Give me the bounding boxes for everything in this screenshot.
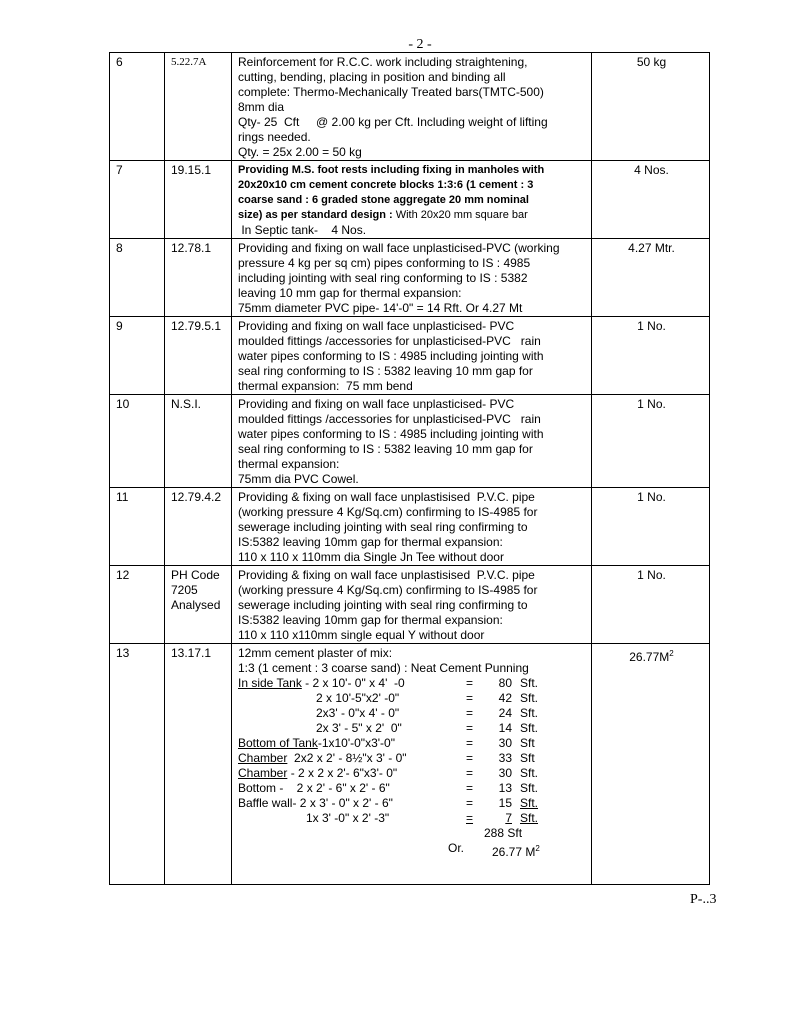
total-sft: 288 Sft [484, 826, 523, 840]
measurement-line [238, 766, 587, 781]
measurement-result: = 14 Sft. [466, 721, 554, 736]
quantity-cell: 4 Nos. [592, 161, 710, 239]
measurement-heading: Bottom of Tank [238, 736, 318, 750]
measurement-line [238, 736, 587, 751]
description-line: 8mm dia [238, 100, 285, 114]
description-cell [232, 488, 592, 566]
description-line: 12mm cement plaster of mix: [238, 646, 393, 660]
table-row [110, 317, 710, 395]
description-line: Qty- 25 Cft @ 2.00 kg per Cft. Including weight of lifting [238, 115, 548, 129]
measurement-result: = 33 Sft [466, 751, 554, 766]
measurement-dimensions: -1x10'-0"x3'-0" [317, 736, 395, 750]
measurement-label [238, 676, 405, 691]
measurement-value: 15 [498, 796, 512, 810]
item-code-cell: 19.15.1 [165, 161, 232, 239]
table-row [110, 566, 710, 644]
measurement-heading: Chamber [238, 766, 288, 780]
table-row [110, 395, 710, 488]
measurement-value: 33 [498, 751, 512, 765]
measurement-value: 24 [498, 706, 512, 720]
measurement-result: = 30 Sft [466, 736, 554, 751]
item-code-cell: 13.17.1 [165, 644, 232, 885]
table-row [110, 488, 710, 566]
quantity-cell: $26.77M^2$ [592, 644, 710, 885]
measurement-unit: Sft. [520, 706, 539, 720]
measurement-dimensions: - 2 x 2 x 2'- 6"x3'- 0" [287, 766, 398, 780]
item-code-cell: 12.79.4.2 [165, 488, 232, 566]
description-cell [232, 239, 592, 317]
item-code-line: PH Code [171, 568, 220, 582]
description-bold-part: size) as per standard design : [238, 209, 393, 221]
measurement-unit: Sft. [520, 796, 539, 810]
measurement-value: 42 [498, 691, 512, 705]
measurement-line [238, 796, 587, 811]
bill-of-quantities-table [109, 52, 710, 885]
measurement-label [238, 781, 390, 796]
measurement-result: = 13 Sft. [466, 781, 554, 796]
item-code-line: 7205 [171, 583, 198, 597]
total-m2: 26.77 $M^2$ [492, 844, 540, 859]
description-line: complete: Thermo-Mechanically Treated bars(TMTC-500) [238, 85, 544, 99]
measurement-value: 80 [498, 676, 512, 690]
measurement-line [238, 721, 587, 736]
measurement-dimensions: Baffle wall- 2 x 3' - 0" x 2' - 6" [238, 796, 393, 810]
description-line: Providing and fixing on wall face unplasticised- PVC [238, 319, 515, 333]
serial-number-cell: 10 [110, 395, 165, 488]
description-cell [232, 395, 592, 488]
serial-number-cell: 7 [110, 161, 165, 239]
measurement-label [238, 751, 407, 766]
table-row [110, 644, 710, 885]
measurement-dimensions: 2x 3' - 5" x 2' 0" [316, 721, 402, 735]
measurement-result: = 80 Sft. [466, 676, 554, 691]
measurement-line [238, 691, 587, 706]
measurement-dimensions: - 2 x 10'- 0" x 4' -0 [301, 676, 405, 690]
item-code-cell: 12.78.1 [165, 239, 232, 317]
measurement-unit: Sft. [520, 766, 539, 780]
measurement-result: = 15 Sft. [466, 796, 554, 811]
measurement-dimensions: 2 x 10'-5"x2' -0" [316, 691, 400, 705]
serial-number-cell: 8 [110, 239, 165, 317]
measurement-unit: Sft. [520, 721, 539, 735]
description-line: thermal expansion: 75 mm bend [238, 379, 413, 393]
serial-number-cell: 9 [110, 317, 165, 395]
measurement-label [306, 811, 389, 826]
measurement-label [316, 706, 399, 721]
quantity-cell: 1 No. [592, 395, 710, 488]
measurement-label [238, 796, 393, 811]
description-line: moulded fittings /accessories for unplasticised-PVC rain [238, 412, 541, 426]
description-line: seal ring conforming to IS : 5382 leaving 10 mm gap for [238, 364, 533, 378]
description-line: In Septic tank- 4 Nos. [238, 223, 367, 237]
quantity-cell: 50 kg [592, 53, 710, 161]
measurement-line [238, 751, 587, 766]
measurement-unit: Sft. [520, 811, 539, 825]
description-line: IS:5382 leaving 10mm gap for thermal expansion: [238, 613, 503, 627]
description-cell [232, 317, 592, 395]
measurement-heading: Chamber [238, 751, 288, 765]
quantity-cell: 4.27 Mtr. [592, 239, 710, 317]
description-cell [232, 644, 592, 885]
table-row [110, 53, 710, 161]
description-line: Providing and fixing on wall face unplasticised- PVC [238, 397, 515, 411]
table-row [110, 239, 710, 317]
description-cell [232, 53, 592, 161]
measurement-line [238, 706, 587, 721]
description-line: Qty. = 25x 2.00 = 50 kg [238, 145, 362, 159]
measurement-value: 14 [498, 721, 512, 735]
measurement-value: 7 [505, 811, 512, 825]
measurement-line [238, 676, 587, 691]
measurement-value: 30 [498, 736, 512, 750]
description-line [238, 208, 587, 223]
measurement-result: = 24 Sft. [466, 706, 554, 721]
measurement-value: 30 [498, 766, 512, 780]
next-page-marker: P-..3 [690, 892, 717, 907]
description-line: sewerage including jointing with seal ring confirming to [238, 520, 528, 534]
quantity-cell: 1 No. [592, 488, 710, 566]
measurement-unit: Sft. [520, 691, 539, 705]
description-line: seal ring conforming to IS : 5382 leaving 10 mm gap for [238, 442, 533, 456]
description-line: water pipes conforming to IS : 4985 including jointing with [238, 349, 544, 363]
description-line: 75mm diameter PVC pipe- 14'-0" = 14 Rft. Or 4.27 Mt [238, 301, 523, 315]
measurement-result: = 30 Sft. [466, 766, 554, 781]
description-line: pressure 4 kg per sq cm) pipes conforming to IS : 4985 [238, 256, 531, 270]
table-row [110, 161, 710, 239]
measurement-heading: In side Tank [238, 676, 302, 690]
description-cell [232, 566, 592, 644]
serial-number-cell: 6 [110, 53, 165, 161]
measurement-dimensions: 2x2 x 2' - 8½"x 3' - 0" [287, 751, 407, 765]
serial-number-cell: 13 [110, 644, 165, 885]
page-number: - 2 - [408, 37, 432, 52]
description-line: leaving 10 mm gap for thermal expansion: [238, 286, 462, 300]
item-code-cell: N.S.I. [165, 395, 232, 488]
description-line: 1:3 (1 cement : 3 coarse sand) : Neat Cement Punning [238, 661, 529, 675]
description-line: Providing M.S. foot rests including fixing in manholes with [238, 164, 545, 176]
description-line: sewerage including jointing with seal ring confirming to [238, 598, 528, 612]
description-line: including jointing with seal ring conforming to IS : 5382 [238, 271, 528, 285]
item-code-cell: 5.22.7A [165, 53, 232, 161]
measurement-result: = 7 Sft. [466, 811, 554, 826]
description-line: (working pressure 4 Kg/Sq.cm) confirming to IS-4985 for [238, 505, 538, 519]
measurement-dimensions: Bottom - 2 x 2' - 6" x 2' - 6" [238, 781, 390, 795]
description-cell [232, 161, 592, 239]
description-line: (working pressure 4 Kg/Sq.cm) confirming to IS-4985 for [238, 583, 538, 597]
measurement-label [316, 721, 402, 736]
measurement-dimensions: 1x 3' -0" x 2' -3" [306, 811, 390, 825]
item-code-cell [165, 566, 232, 644]
quantity-cell: 1 No. [592, 566, 710, 644]
description-line: thermal expansion: [238, 457, 340, 471]
measurement-unit: Sft. [520, 781, 539, 795]
description-line: Reinforcement for R.C.C. work including straightening, [238, 55, 528, 69]
description-line: 20x20x10 cm cement concrete blocks 1:3:6 (1 cement : 3 [238, 179, 534, 191]
measurement-label [238, 766, 397, 781]
measurement-line [238, 781, 587, 796]
description-line: Providing and fixing on wall face unplasticised-PVC (working [238, 241, 560, 255]
measurement-label [316, 691, 399, 706]
description-line: IS:5382 leaving 10mm gap for thermal expansion: [238, 535, 503, 549]
description-line: moulded fittings /accessories for unplasticised-PVC rain [238, 334, 541, 348]
measurement-value: 13 [498, 781, 512, 795]
item-code-line: Analysed [171, 598, 221, 612]
description-normal-part: With 20x20 mm square bar [392, 209, 528, 221]
serial-number-cell: 11 [110, 488, 165, 566]
description-line: cutting, bending, placing in position and binding all [238, 70, 506, 84]
measurement-label [238, 736, 395, 751]
measurement-dimensions: 2x3' - 0"x 4' - 0" [316, 706, 400, 720]
serial-number-cell: 12 [110, 566, 165, 644]
description-line: rings needed. [238, 130, 311, 144]
description-line: 75mm dia PVC Cowel. [238, 472, 359, 486]
item-code-cell: 12.79.5.1 [165, 317, 232, 395]
measurement-line [238, 811, 587, 826]
measurement-unit: Sft [520, 751, 535, 765]
description-line: Providing & fixing on wall face unplastisised P.V.C. pipe [238, 568, 535, 582]
measurement-unit: Sft. [520, 676, 539, 690]
description-line: 110 x 110 x 110mm dia Single Jn Tee without door [238, 550, 504, 564]
description-line: coarse sand : 6 graded stone aggregate 20 mm nominal [238, 194, 529, 206]
description-line: 110 x 110 x110mm single equal Y without door [238, 628, 485, 642]
or-label: Or. [448, 841, 465, 855]
quantity-cell: 1 No. [592, 317, 710, 395]
description-line: water pipes conforming to IS : 4985 including jointing with [238, 427, 544, 441]
measurement-result: = 42 Sft. [466, 691, 554, 706]
description-line: Providing & fixing on wall face unplastisised P.V.C. pipe [238, 490, 535, 504]
measurement-unit: Sft [520, 736, 535, 750]
